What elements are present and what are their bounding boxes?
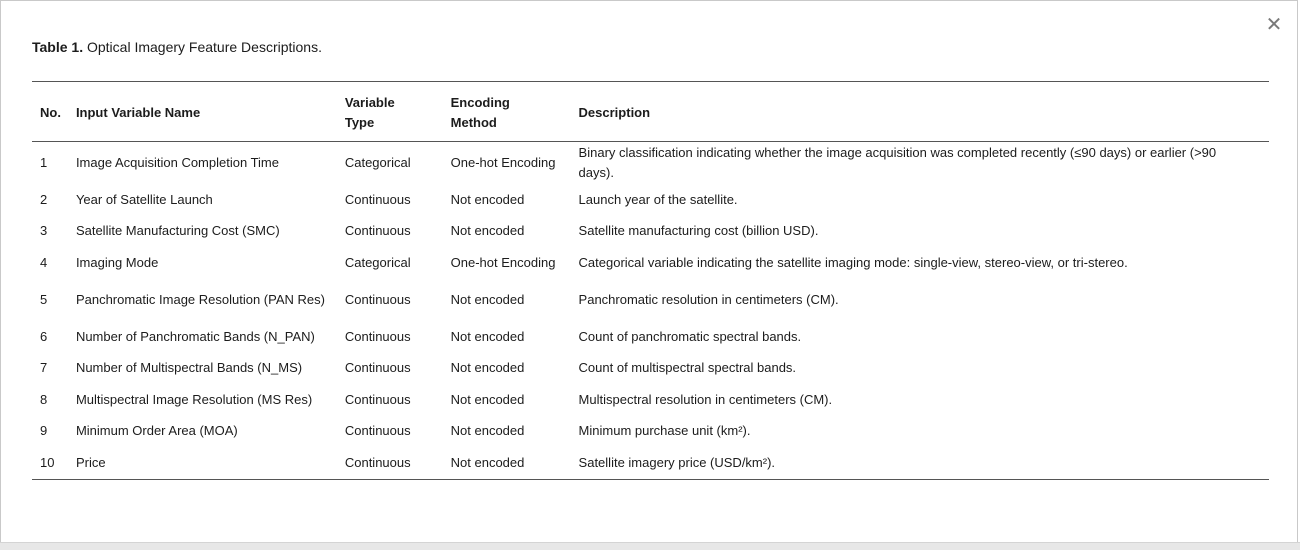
cell-no: 2 (40, 191, 48, 207)
cell-description: Count of multispectral spectral bands. (578, 360, 797, 376)
cell-name: Satellite Manufacturing Cost (SMC) (75, 223, 280, 239)
cell-type: Continuous (344, 360, 411, 376)
cell-type: Continuous (344, 328, 411, 344)
cell-encoding: Not encoded (450, 360, 525, 376)
cell-type: Continuous (344, 391, 411, 407)
cell-no: 3 (40, 223, 48, 239)
cell-name: Year of Satellite Launch (75, 191, 213, 207)
cell-encoding: Not encoded (450, 454, 525, 470)
cell-name: Image Acquisition Completion Time (75, 155, 279, 170)
cell-description: Launch year of the satellite. (578, 191, 738, 207)
cell-type: Continuous (344, 223, 411, 239)
cell-encoding: Not encoded (450, 191, 525, 207)
cell-name: Panchromatic Image Resolution (PAN Res) (75, 291, 325, 307)
cell-description: Satellite manufacturing cost (billion USD). (578, 223, 819, 239)
cell-description: Satellite imagery price (USD/km²). (578, 454, 776, 470)
table-row (32, 416, 1269, 448)
table-row (32, 184, 1269, 216)
cell-description: Minimum purchase unit (km²). (578, 423, 751, 439)
table-row (32, 447, 1269, 479)
cell-no: 6 (40, 328, 48, 344)
caption-text: Optical Imagery Feature Descriptions. (83, 39, 322, 55)
close-button[interactable] (1263, 13, 1285, 35)
cell-type: Categorical (344, 254, 411, 270)
cell-type: Categorical (344, 155, 411, 170)
cell-name: Number of Panchromatic Bands (N_PAN) (75, 328, 315, 344)
col-header-type: Variable Type (339, 82, 445, 142)
cell-description: Panchromatic resolution in centimeters (CM). (578, 291, 839, 307)
col-header-no: No. (32, 82, 70, 142)
col-header-encoding: Encoding Method (445, 82, 573, 142)
cell-no: 10 (40, 454, 55, 470)
col-header-name: Input Variable Name (70, 82, 339, 142)
table-row (32, 352, 1269, 384)
table-row (32, 384, 1269, 416)
cell-description: Multispectral resolution in centimeters (CM). (578, 391, 833, 407)
cell-type: Continuous (344, 454, 411, 470)
table-row (32, 247, 1269, 279)
cell-type: Continuous (344, 191, 411, 207)
cell-description: Binary classification indicating whether the image acquisition was completed recently (≤90 days) or earlier (>90 days). (578, 145, 1217, 180)
close-icon: ✕ (1265, 12, 1283, 36)
cell-type: Continuous (344, 423, 411, 439)
cell-name: Minimum Order Area (MOA) (75, 423, 238, 439)
table-row (32, 216, 1269, 248)
cell-encoding: Not encoded (450, 423, 525, 439)
cell-encoding: One-hot Encoding (450, 155, 556, 170)
cell-no: 5 (40, 291, 48, 307)
cell-description: Count of panchromatic spectral bands. (578, 328, 802, 344)
cell-no: 8 (40, 391, 48, 407)
cell-encoding: Not encoded (450, 391, 525, 407)
cell-name: Number of Multispectral Bands (N_MS) (75, 360, 303, 376)
cell-description: Categorical variable indicating the satellite imaging mode: single-view, stereo-view, or tri-stereo. (578, 254, 1128, 270)
cell-encoding: One-hot Encoding (450, 254, 556, 270)
dialog-bottom-edge (0, 542, 1300, 550)
col-header-description: Description (573, 82, 1269, 142)
table-row (32, 142, 1269, 185)
cell-name: Imaging Mode (75, 254, 159, 270)
cell-no: 7 (40, 360, 48, 376)
table-row (32, 279, 1269, 321)
cell-no: 1 (40, 155, 48, 170)
cell-no: 4 (40, 254, 48, 270)
caption-label: Table 1. (32, 39, 84, 55)
cell-type: Continuous (344, 291, 411, 307)
cell-encoding: Not encoded (450, 328, 525, 344)
cell-encoding: Not encoded (450, 223, 525, 239)
cell-name: Multispectral Image Resolution (MS Res) (75, 391, 313, 407)
table-caption (32, 38, 322, 56)
features-table (32, 81, 1269, 480)
table-row (32, 321, 1269, 353)
table-header-row (32, 82, 1269, 142)
cell-encoding: Not encoded (450, 291, 525, 307)
cell-name: Price (75, 454, 106, 470)
cell-no: 9 (40, 423, 48, 439)
